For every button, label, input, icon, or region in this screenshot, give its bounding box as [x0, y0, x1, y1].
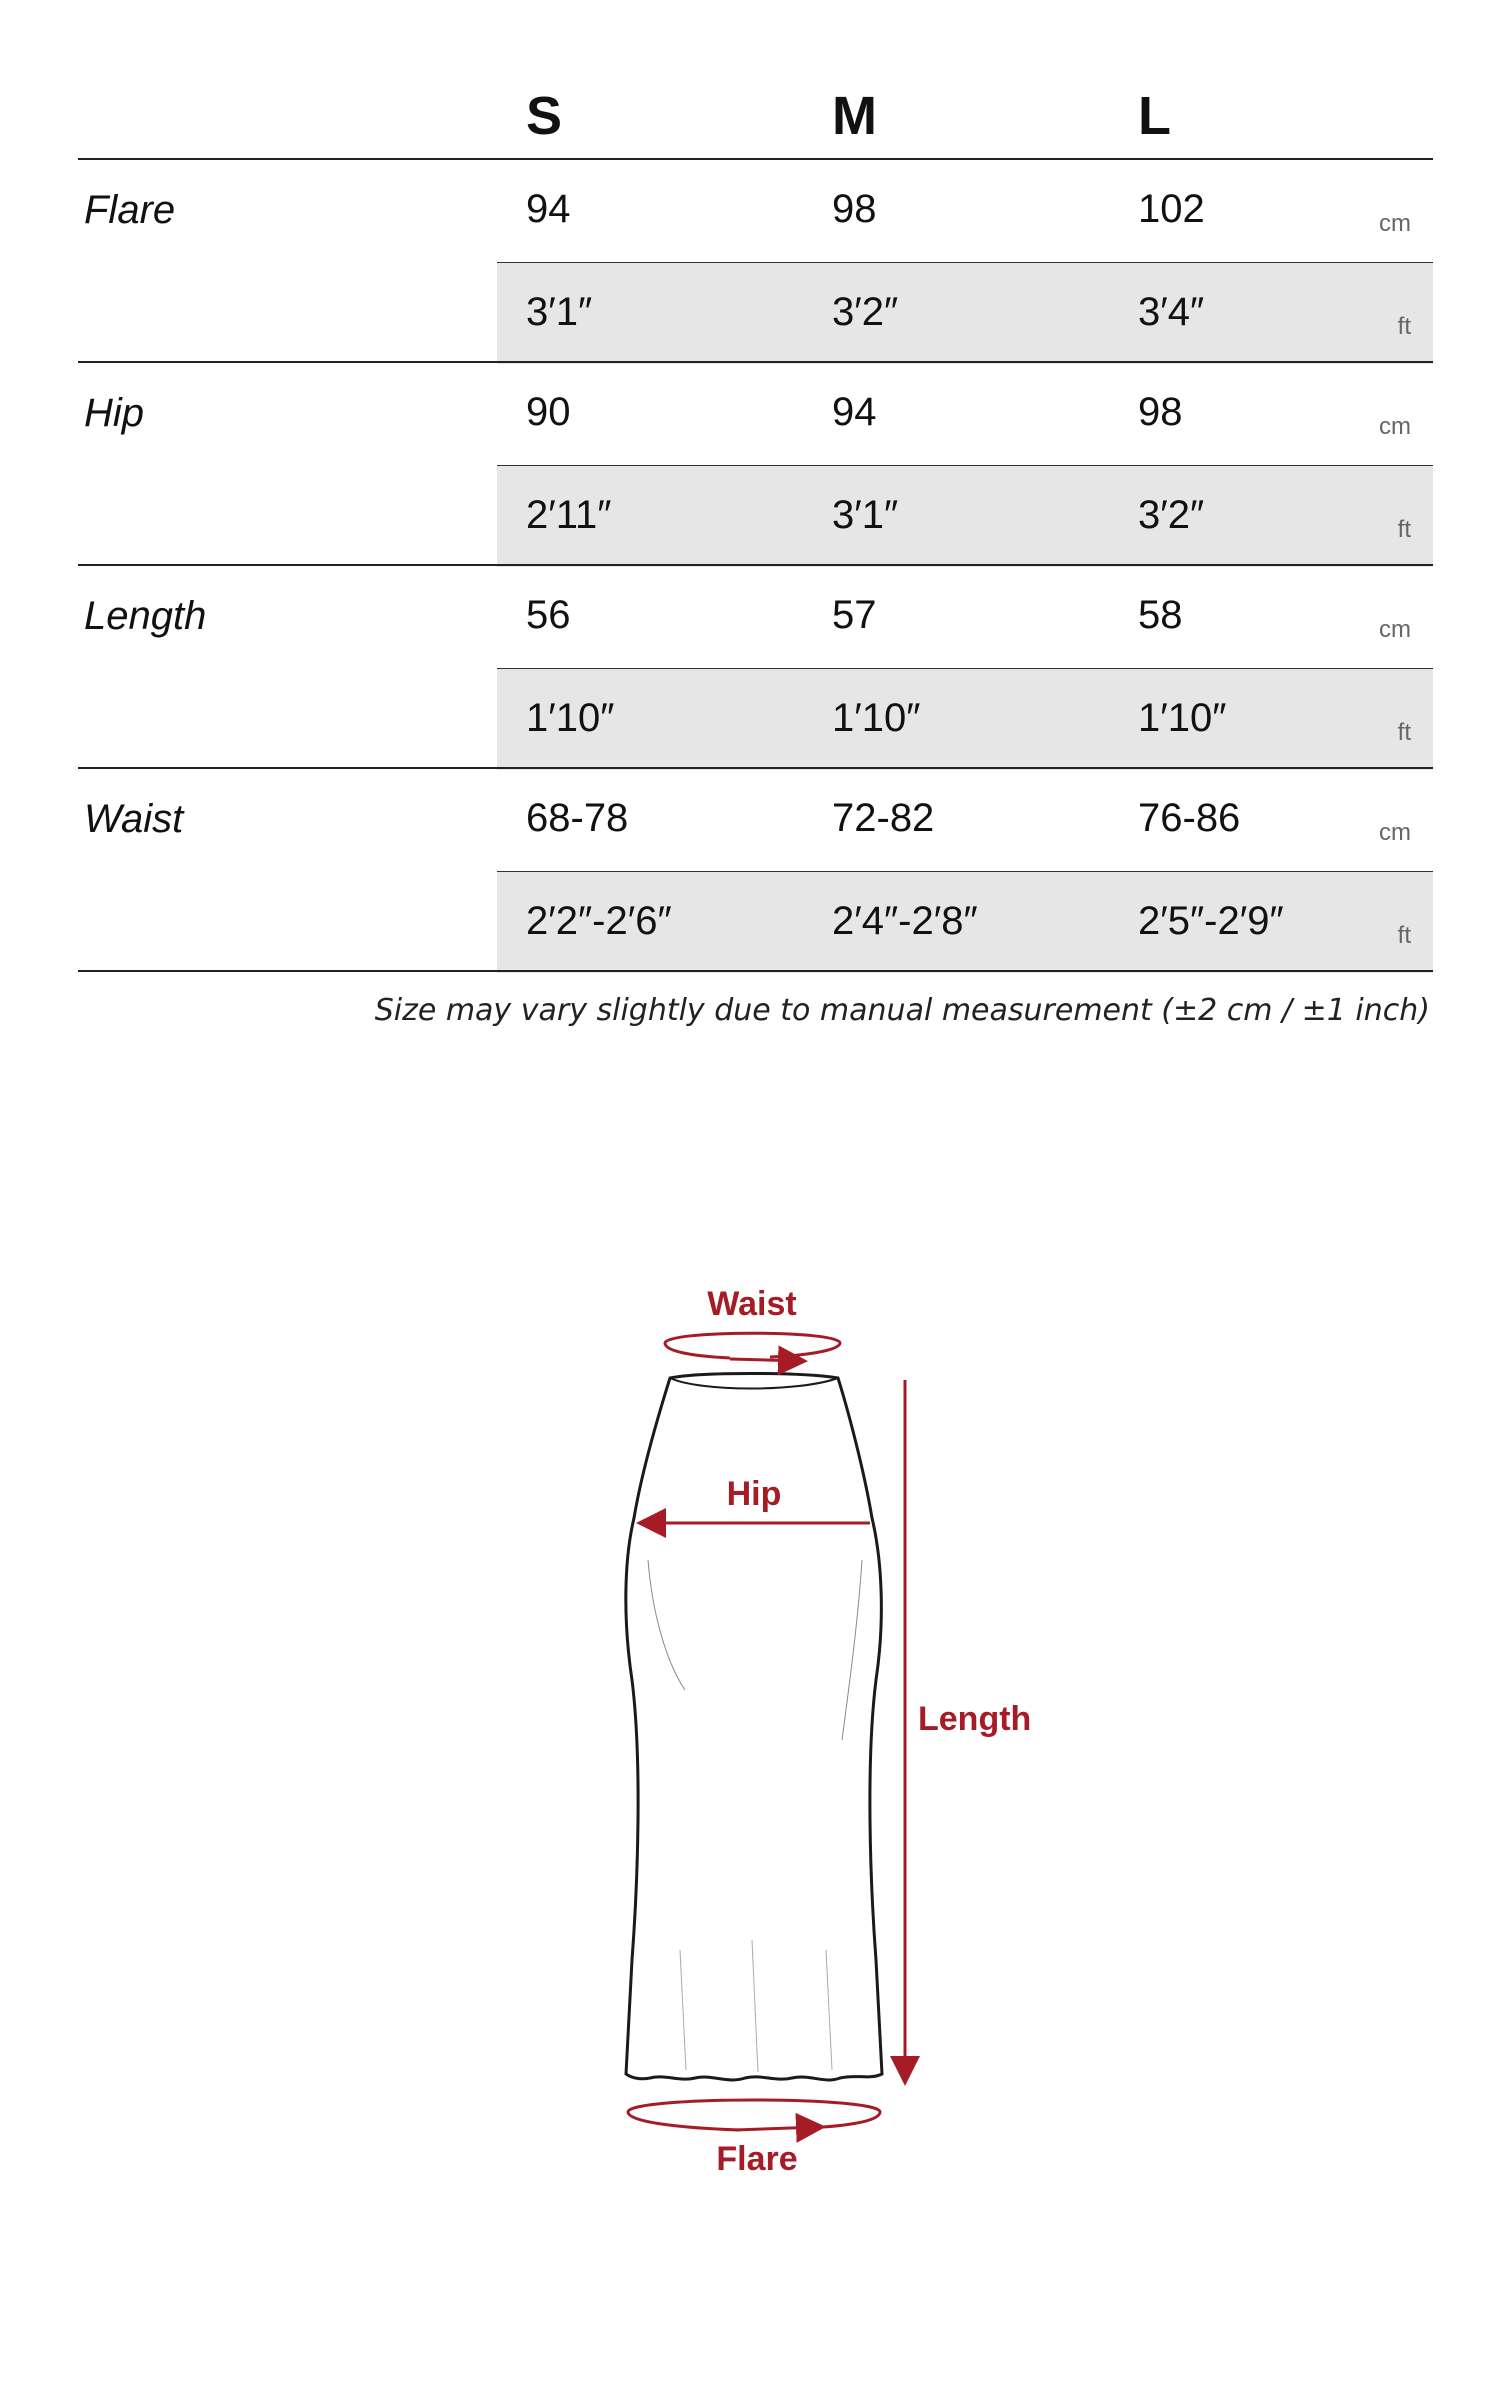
- unit-label: cm: [1379, 210, 1411, 237]
- value-cell: 58: [1138, 593, 1183, 637]
- skirt-measurement-diagram: [0, 1250, 1500, 2200]
- measurement-label: Hip: [84, 391, 145, 435]
- measurement-label: Waist: [84, 797, 184, 841]
- size-header-s: S: [526, 86, 563, 146]
- measurement-group-waist: [78, 769, 1433, 972]
- measurement-footnote: Size may vary slightly due to manual measurement (±2 cm / ±1 inch): [374, 993, 1430, 1028]
- value-cell: 76-86: [1138, 796, 1241, 840]
- ft-row: [497, 262, 1433, 364]
- measurement-group-hip: [78, 363, 1433, 566]
- cm-row: [497, 566, 1433, 666]
- waist-indicator: [665, 1285, 840, 1361]
- value-cell: 56: [526, 593, 571, 637]
- unit-label: cm: [1379, 819, 1411, 846]
- ft-row: [497, 871, 1433, 973]
- cm-row: [497, 160, 1433, 260]
- measurement-group-length: [78, 566, 1433, 769]
- value-cell: 2′2″-2′6″: [526, 899, 672, 943]
- waist-label: Waist: [707, 1285, 797, 1323]
- value-cell: 94: [832, 390, 877, 434]
- flare-label: Flare: [716, 2140, 798, 2178]
- value-cell: 57: [832, 593, 877, 637]
- hip-label: Hip: [726, 1475, 782, 1513]
- length-indicator: [905, 1380, 1031, 2080]
- unit-label: cm: [1379, 616, 1411, 643]
- size-header-l: L: [1138, 86, 1171, 146]
- cm-row: [497, 363, 1433, 463]
- value-cell: 98: [1138, 390, 1183, 434]
- value-cell: 3′2″: [1138, 493, 1205, 537]
- table-rule: [78, 970, 1433, 972]
- value-cell: 1′10″: [1138, 696, 1227, 740]
- ft-row: [497, 465, 1433, 567]
- cm-row: [497, 769, 1433, 869]
- flare-indicator: [628, 2100, 880, 2178]
- unit-label: ft: [1397, 516, 1411, 543]
- value-cell: 98: [832, 187, 877, 231]
- value-cell: 2′4″-2′8″: [832, 899, 978, 943]
- value-cell: 3′2″: [832, 290, 899, 334]
- value-cell: 102: [1138, 187, 1205, 231]
- unit-label: ft: [1397, 313, 1411, 340]
- value-cell: 2′11″: [526, 493, 612, 537]
- value-cell: 3′4″: [1138, 290, 1205, 334]
- size-header-m: M: [832, 86, 877, 146]
- value-cell: 2′5″-2′9″: [1138, 899, 1284, 943]
- unit-label: ft: [1397, 719, 1411, 746]
- value-cell: 68-78: [526, 796, 629, 840]
- value-cell: 3′1″: [832, 493, 899, 537]
- size-header-row: [78, 60, 1433, 160]
- measurement-label: Flare: [84, 188, 176, 232]
- value-cell: 3′1″: [526, 290, 593, 334]
- value-cell: 1′10″: [526, 696, 615, 740]
- unit-label: cm: [1379, 413, 1411, 440]
- value-cell: 1′10″: [832, 696, 921, 740]
- value-cell: 90: [526, 390, 571, 434]
- value-cell: 72-82: [832, 796, 935, 840]
- ft-row: [497, 668, 1433, 770]
- value-cell: 94: [526, 187, 571, 231]
- measurement-group-flare: [78, 160, 1433, 363]
- measurement-label: Length: [84, 594, 207, 638]
- size-chart-table: [78, 60, 1433, 972]
- length-label: Length: [918, 1700, 1032, 1738]
- unit-label: ft: [1397, 922, 1411, 949]
